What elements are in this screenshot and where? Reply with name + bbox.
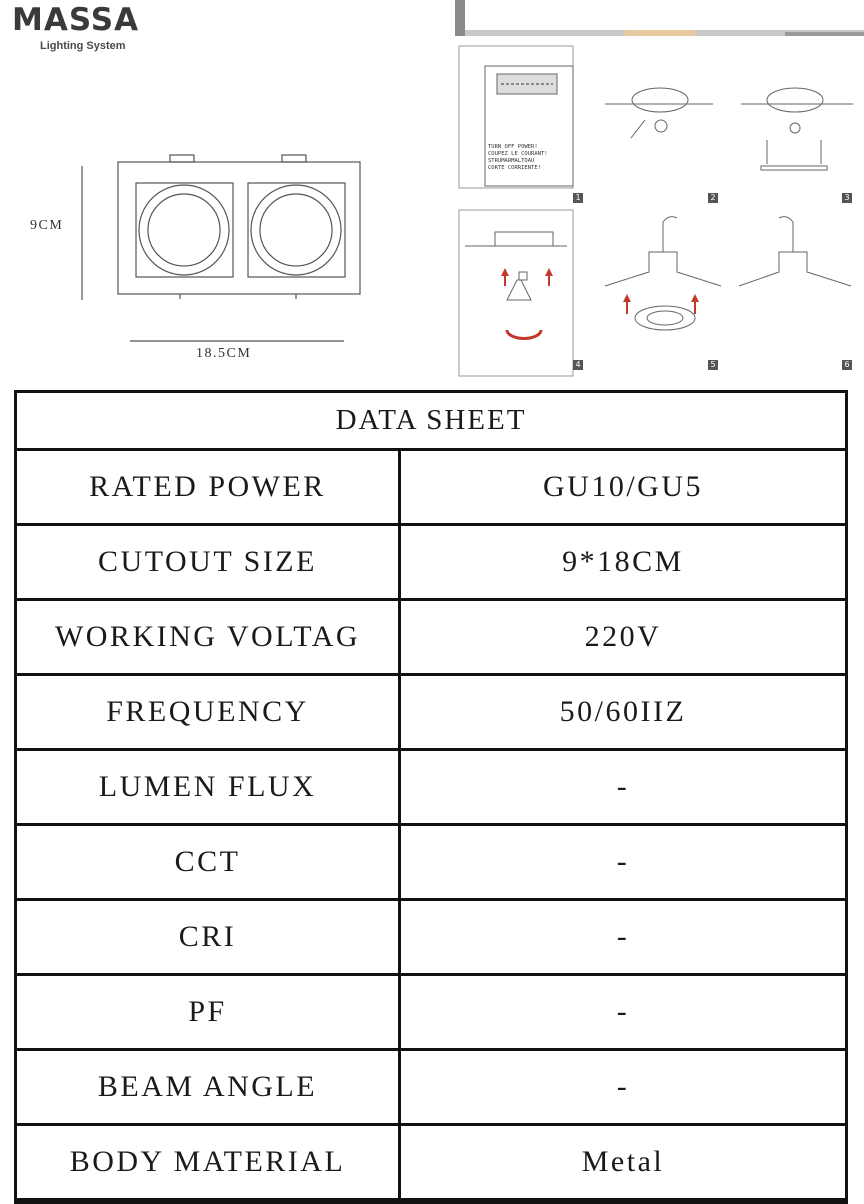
dimension-drawing — [0, 150, 380, 370]
width-label: 18.5CM — [196, 346, 252, 361]
table-row — [17, 451, 845, 526]
table-row — [17, 676, 845, 751]
brand-tagline: Lighting System — [40, 40, 126, 52]
table-row — [17, 901, 845, 976]
table-row — [17, 1051, 845, 1126]
table-row — [17, 601, 845, 676]
spec-value: - — [616, 1070, 630, 1103]
step-badge-2: 2 — [708, 193, 718, 203]
fixture-outline-drawing — [0, 150, 380, 370]
table-row — [17, 751, 845, 826]
spec-value: 50/60IIZ — [559, 695, 687, 728]
brand-logo — [12, 2, 139, 52]
brand-name: MASSA — [12, 2, 140, 38]
spec-label: CCT — [17, 826, 401, 898]
table-row — [17, 1126, 845, 1201]
height-label: 9CM — [30, 218, 64, 233]
spec-value: - — [616, 920, 630, 953]
step-badge-3: 3 — [842, 193, 852, 203]
spec-label: CRI — [17, 901, 401, 973]
spec-value: 9*18CM — [562, 545, 684, 578]
table-row — [17, 976, 845, 1051]
installation-instructions — [455, 40, 864, 380]
installation-steps-illustration — [455, 40, 864, 380]
spec-label: WORKING VOLTAG — [17, 601, 401, 673]
step-badge-6: 6 — [842, 360, 852, 370]
spec-label: CUTOUT SIZE — [17, 526, 401, 598]
spec-value: - — [616, 770, 630, 803]
spec-label: LUMEN FLUX — [17, 751, 401, 823]
data-sheet-title: DATA SHEET — [17, 393, 845, 451]
spec-value: - — [616, 995, 630, 1028]
spec-value: GU10/GU5 — [543, 470, 703, 503]
spec-value: Metal — [581, 1145, 665, 1178]
spec-value: 220V — [584, 620, 662, 653]
power-warning-text: TURN OFF POWER! COUPEZ LE COURANT! STRUMARMALTOAU CORTE CORRIENTE! — [488, 144, 548, 171]
spec-label: FREQUENCY — [17, 676, 401, 748]
table-row — [17, 526, 845, 601]
spec-label: PF — [17, 976, 401, 1048]
spec-label: RATED POWER — [17, 451, 401, 523]
spec-label: BODY MATERIAL — [17, 1126, 401, 1198]
step-badge-5: 5 — [708, 360, 718, 370]
step-badge-1: 1 — [573, 193, 583, 203]
spec-value: - — [616, 845, 630, 878]
step-badge-4: 4 — [573, 360, 583, 370]
data-sheet-table — [14, 390, 848, 1204]
table-row — [17, 826, 845, 901]
spec-label: BEAM ANGLE — [17, 1051, 401, 1123]
cropped-photo-strip — [455, 0, 864, 40]
